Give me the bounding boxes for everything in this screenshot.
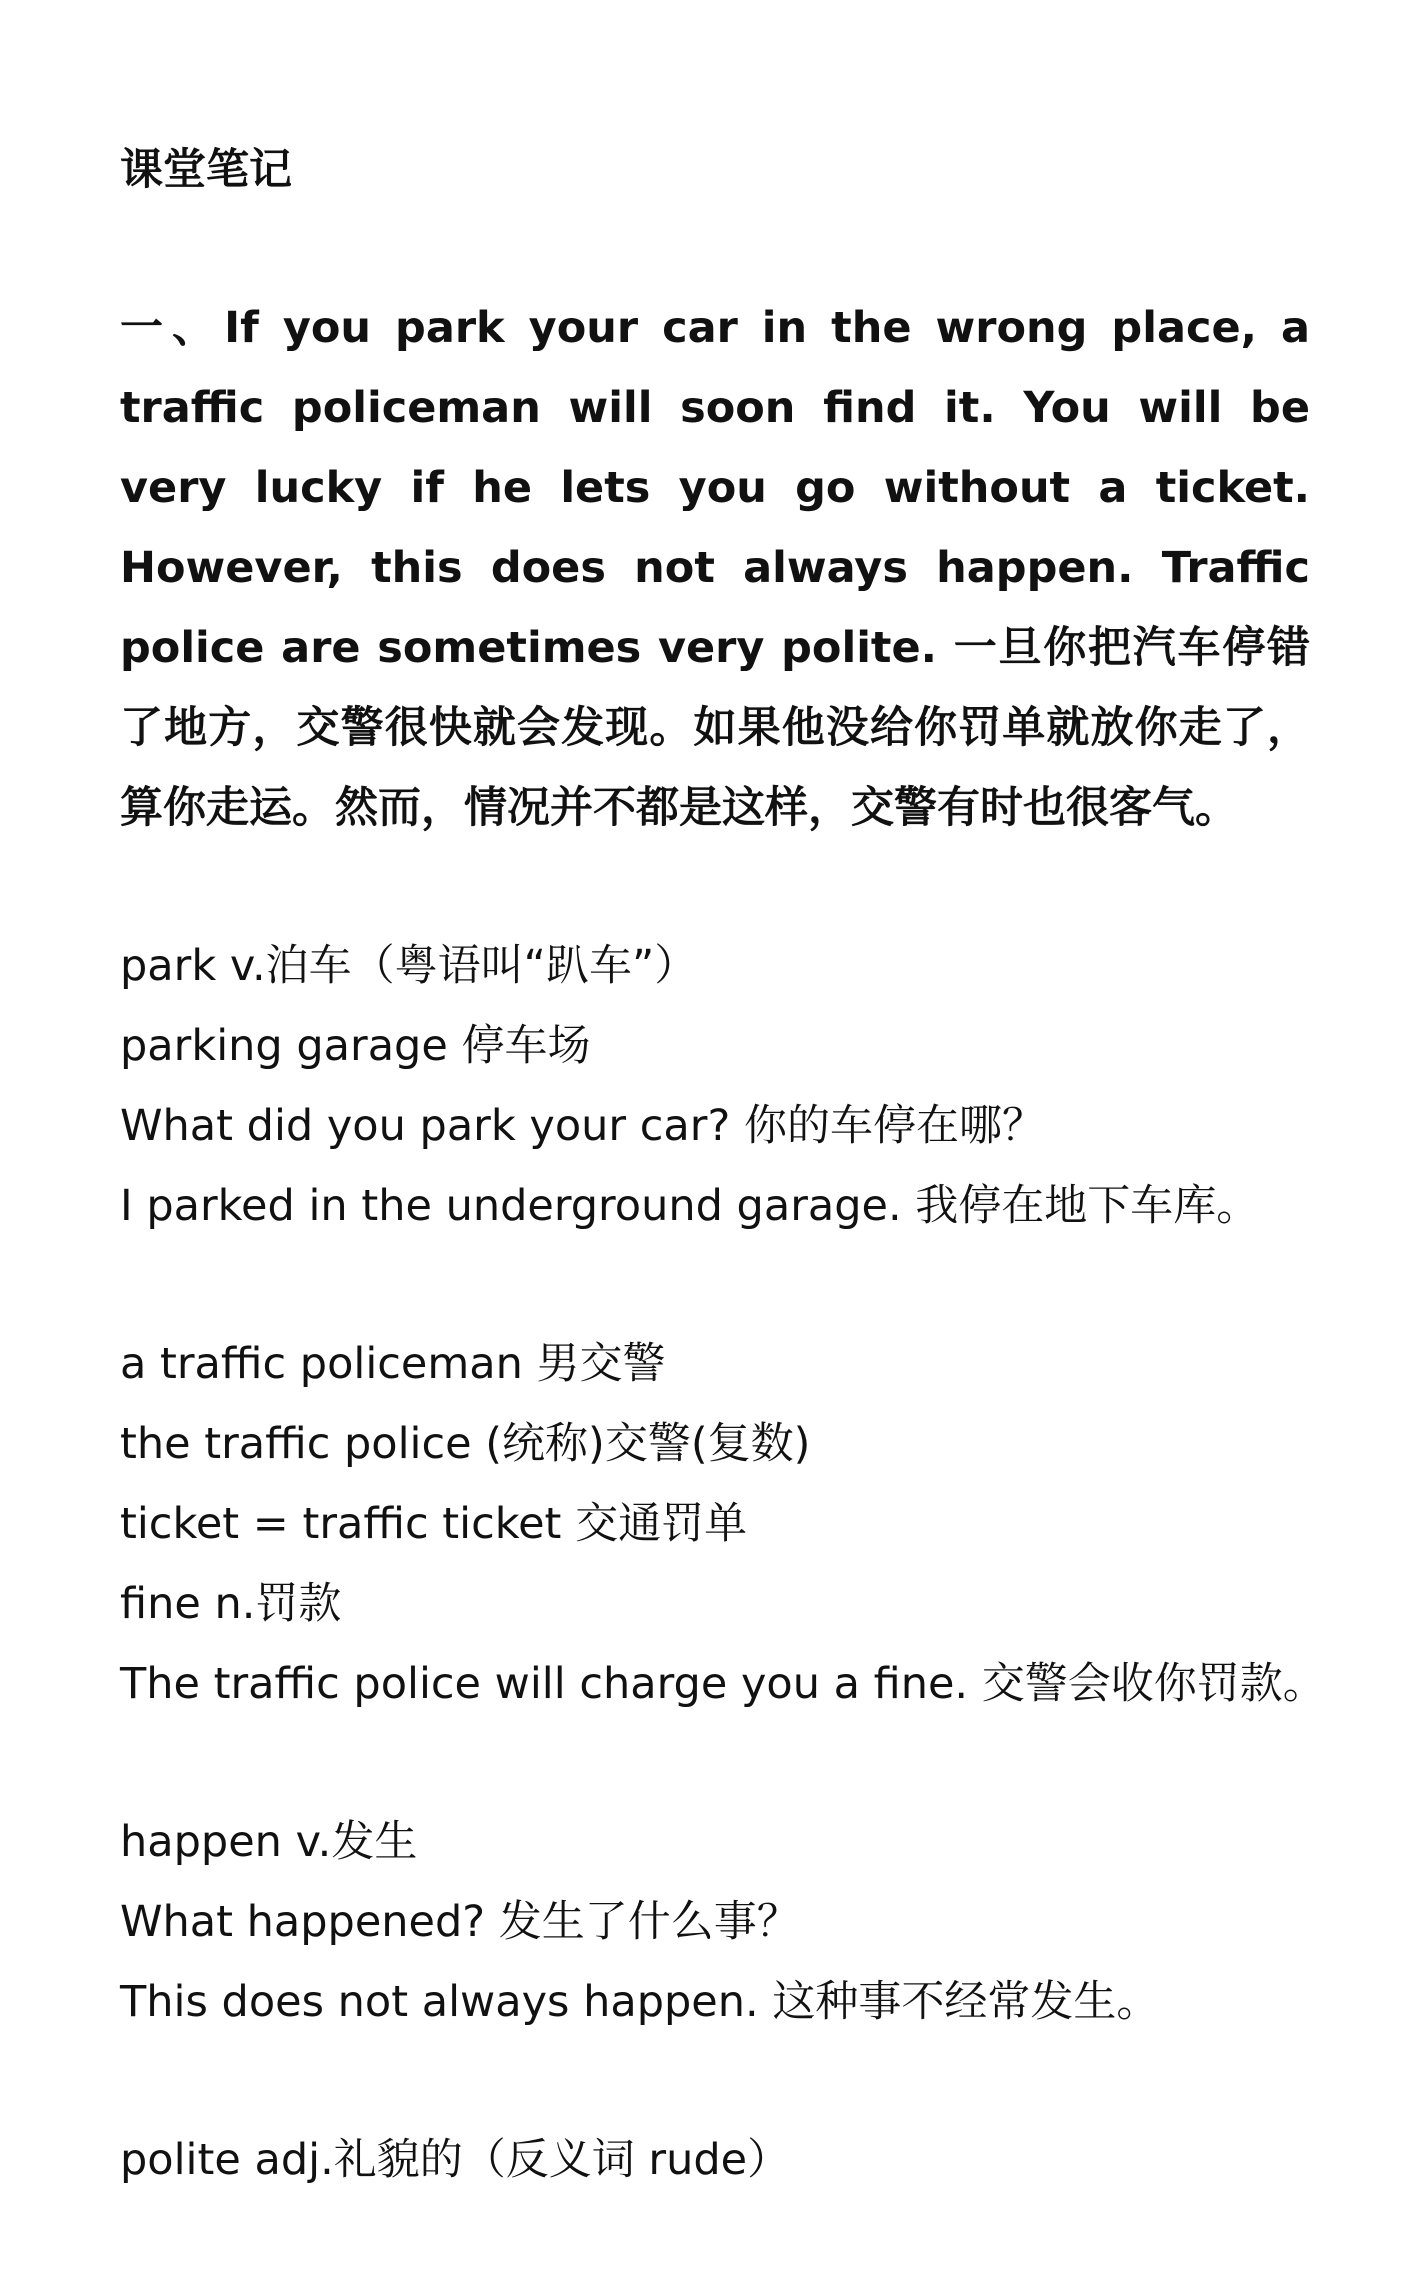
note-line: polite adj.礼貌的（反义词 rude） bbox=[120, 2135, 791, 2185]
document-page bbox=[120, 130, 1326, 2278]
note-line: fine n.罚款 bbox=[120, 1579, 342, 1629]
note-line: the traffic police (统称)交警(复数) bbox=[120, 1419, 811, 1469]
note-line: ticket = traffic ticket 交通罚单 bbox=[120, 1499, 748, 1549]
note-line: park v.泊车（粤语叫“趴车”） bbox=[120, 941, 698, 991]
note-line: The traffic police will charge you a fine. 交警会收你罚款。 bbox=[120, 1659, 1326, 1709]
note-line: I parked in the underground garage. 我停在地下车库。 bbox=[120, 1181, 1260, 1231]
document-title: 课堂笔记 bbox=[120, 145, 292, 195]
note-group-park bbox=[120, 926, 1310, 1246]
note-group-polite bbox=[120, 2120, 1310, 2200]
passage-paragraph: 一、If you park your car in the wrong place, a traffic policeman will soon find it. You will be very lucky if he lets you go without a ticket. However, this does not always happen. Traffic police are sometimes very polite. 一旦你把汽车停错了地方，交警很快就会发现。如果他没给你罚单就放你走了，算你走运。然而，情况并不都是这样，交警有时也很客气。 bbox=[120, 303, 1310, 833]
note-line: What happened? 发生了什么事？ bbox=[120, 1897, 800, 1947]
note-line: What did you park your car? 你的车停在哪？ bbox=[120, 1101, 1045, 1151]
note-group-traffic-police bbox=[120, 1324, 1326, 1724]
note-line: parking garage 停车场 bbox=[120, 1021, 591, 1071]
note-line: This does not always happen. 这种事不经常发生。 bbox=[120, 1977, 1160, 2027]
note-group-happen bbox=[120, 1802, 1310, 2042]
note-line: happen v.发生 bbox=[120, 1817, 418, 1867]
note-line: a traffic policeman 男交警 bbox=[120, 1339, 666, 1389]
